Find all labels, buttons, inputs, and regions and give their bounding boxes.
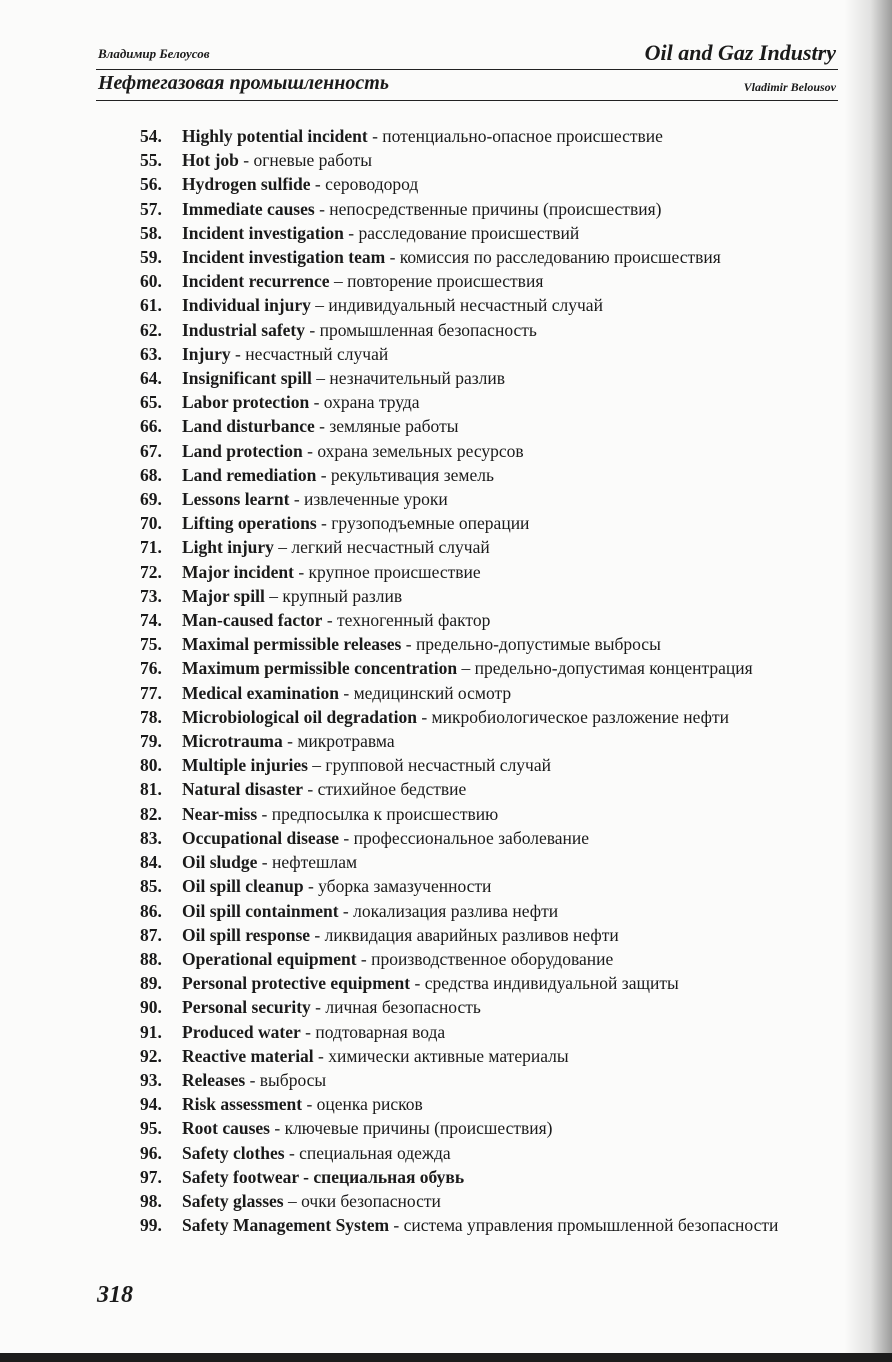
entry-number: 73. [140,585,162,606]
entry-number: 97. [140,1166,162,1187]
header-book-title-ru: Нефтегазовая промышленность [98,72,389,94]
entry-number: 64. [140,368,162,389]
entry-body [182,197,832,221]
glossary-entry [140,584,832,608]
glossary-entry [140,414,832,438]
entry-number: 96. [140,1142,162,1163]
glossary-entry [140,753,832,777]
entry-number: 86. [140,900,162,921]
glossary-entry [140,439,832,463]
entry-term: Operational equipment [182,948,357,969]
entry-definition: охрана земельных ресурсов [317,440,524,461]
entry-term: Oil spill response [182,924,311,945]
entry-separator: - [310,924,325,945]
entry-definition: нефтешлам [271,852,358,873]
entry-separator: - [401,634,416,655]
entry-number: 89. [140,973,162,994]
entry-definition: расследование происшествий [358,222,580,243]
entry-definition: личная безопасность [325,997,481,1018]
entry-term: Safety glasses [182,1190,284,1211]
entry-definition: предельно-допустимая концентрация [474,658,753,679]
entry-number: 74. [140,610,162,631]
entry-body [182,366,832,390]
glossary-entry [140,560,832,584]
entry-number: 66. [140,416,162,437]
entry-body [182,971,832,995]
entry-body [182,899,832,923]
entry-term: Multiple injuries [182,755,308,776]
entry-definition: техногенный фактор [337,610,491,631]
entry-separator: - [298,1166,314,1187]
entry-separator: - [310,174,326,195]
entry-separator: - [245,1069,260,1090]
entry-separator: - [316,513,332,534]
entry-term: Land protection [182,440,303,461]
entry-body [182,1213,832,1237]
entry-separator: - [282,731,298,752]
glossary-entry [140,221,832,245]
entry-definition: химически активные материалы [328,1045,569,1066]
entry-number: 79. [140,731,162,752]
entry-term: Lifting operations [182,513,317,534]
glossary-entry [140,971,832,995]
entry-definition: комиссия по расследованию происшествия [399,247,721,268]
entry-separator: – [311,368,330,389]
entry-separator: - [314,198,330,219]
entry-term: Medical examination [182,682,339,703]
entry-body [182,1020,832,1044]
entry-body [182,850,832,874]
entry-number: 57. [140,198,162,219]
entry-separator: - [284,1142,300,1163]
entry-number: 95. [140,1118,162,1139]
entry-number: 70. [140,513,162,534]
entry-number: 67. [140,440,162,461]
entry-term: Incident investigation team [182,247,386,268]
entry-definition: промышленная безопасность [319,319,537,340]
entry-body [182,753,832,777]
entry-term: Hydrogen sulfide [182,174,311,195]
entry-separator: - [302,1094,317,1115]
entry-definition: предельно-допустимые выбросы [415,634,661,655]
glossary-entry [140,1141,832,1165]
entry-term: Injury [182,343,231,364]
header-book-title-en: Oil and Gaz Industry [644,40,836,65]
entry-number: 78. [140,706,162,727]
entry-definition: медицинский осмотр [353,682,512,703]
entry-term: Highly potential incident [182,126,368,146]
entry-definition: земляные работы [329,416,459,437]
entry-term: Personal security [182,997,311,1018]
page-edge-shadow [844,0,892,1362]
entry-body [182,777,832,801]
entry-term: Safety Management System [182,1215,390,1236]
entry-separator: – [283,1190,302,1211]
glossary-entry [140,632,832,656]
entry-term: Major spill [182,585,265,606]
entry-term: Man-caused factor [182,610,323,631]
glossary-entry [140,1092,832,1116]
entry-separator: – [310,295,329,316]
glossary-entry [140,1116,832,1140]
entry-number: 87. [140,924,162,945]
entry-separator: - [313,1045,329,1066]
entry-body [182,148,832,172]
entry-body [182,414,832,438]
entry-definition: повторение происшествия [347,271,544,292]
entry-definition: система управления промышленной безопасности [403,1215,779,1236]
entry-body [182,681,832,705]
entry-definition: потенциально-опасное происшествие [382,126,663,146]
entry-definition: грузоподъемные операции [331,513,530,534]
glossary-entry [140,705,832,729]
entry-definition: подтоварная вода [315,1021,446,1042]
entry-number: 90. [140,997,162,1018]
entry-definition: ключевые причины (происшествия) [284,1118,553,1139]
entry-term: Light injury [182,537,274,558]
entry-separator: - [343,222,359,243]
entry-body [182,729,832,753]
entry-definition: крупный разлив [282,585,403,606]
header-rule [96,69,838,70]
entry-body [182,1141,832,1165]
entry-term: Microbiological oil degradation [182,706,417,727]
entry-body [182,463,832,487]
entry-definition: извлеченные уроки [304,489,448,510]
entry-number: 83. [140,827,162,848]
entry-number: 84. [140,852,162,873]
glossary-entry [140,197,832,221]
entry-term: Personal protective equipment [182,973,411,994]
entry-body [182,172,832,196]
entry-definition: профессиональное заболевание [353,827,590,848]
entry-definition: локализация разлива нефти [353,900,559,921]
entry-number: 92. [140,1045,162,1066]
entry-definition: сероводород [325,174,419,195]
entry-separator: – [273,537,292,558]
glossary-entry [140,390,832,414]
glossary-entry [140,1213,832,1237]
entry-definition: крупное происшествие [308,561,481,582]
entry-definition: выбросы [259,1069,327,1090]
entry-definition: специальная одежда [299,1142,451,1163]
entry-separator: - [293,561,309,582]
entry-number: 98. [140,1190,162,1211]
entry-number: 82. [140,803,162,824]
entry-term: Root causes [182,1118,270,1139]
entry-definition: уборка замазученности [318,876,492,897]
entry-separator: - [314,416,330,437]
entry-definition: стихийное бедствие [317,779,467,800]
entry-body [182,1189,832,1213]
entry-definition: рекультивация земель [330,464,494,485]
entry-number: 93. [140,1069,162,1090]
glossary-entry [140,995,832,1019]
entry-number: 91. [140,1021,162,1042]
glossary-entry [140,656,832,680]
glossary-entry [140,729,832,753]
entry-term: Individual injury [182,295,311,316]
entry-definition: микротравма [297,731,395,752]
entry-separator: - [416,706,432,727]
entry-body [182,439,832,463]
entry-number: 88. [140,948,162,969]
entry-term: Maximal permissible releases [182,634,402,655]
glossary-entry [140,1165,832,1189]
glossary-entry [140,899,832,923]
entry-body [182,511,832,535]
entry-term: Releases [182,1069,246,1090]
entry-definition: легкий несчастный случай [291,537,490,558]
entry-number: 59. [140,247,162,268]
entry-body [182,705,832,729]
entry-term: Oil spill cleanup [182,876,304,897]
glossary-entry [140,777,832,801]
entry-body [182,390,832,414]
entry-term: Oil sludge [182,852,258,873]
entry-definition: ликвидация аварийных разливов нефти [324,924,619,945]
entry-number: 58. [140,222,162,243]
glossary-entry [140,850,832,874]
entry-number: 56. [140,174,162,195]
entry-body [182,269,832,293]
entry-body [182,245,832,269]
glossary-entry [140,1020,832,1044]
header-author-ru: Владимир Белоусов [98,46,210,61]
entry-separator: - [302,440,318,461]
entry-separator: - [269,1118,285,1139]
glossary-entry [140,874,832,898]
entry-separator: - [322,610,338,631]
entry-body [182,1116,832,1140]
glossary-entry [140,535,832,559]
entry-separator: – [329,271,348,292]
entry-body [182,318,832,342]
entry-number: 94. [140,1094,162,1115]
glossary-entry [140,1189,832,1213]
entry-body [182,487,832,511]
glossary-entry [140,245,832,269]
entry-term: Occupational disease [182,827,340,848]
entry-definition: очки безопасности [301,1190,441,1211]
entry-separator: - [389,1215,404,1236]
entry-separator: – [307,755,326,776]
entry-separator: - [367,126,383,146]
entry-number: 63. [140,343,162,364]
entry-body [182,923,832,947]
entry-separator: - [356,948,372,969]
entry-separator: - [410,973,425,994]
entry-definition: микробиологическое разложение нефти [431,706,729,727]
entry-body [182,342,832,366]
entry-body [182,124,832,148]
entry-term: Industrial safety [182,319,305,340]
entry-separator: - [303,876,319,897]
entry-definition: незначительный разлив [329,368,505,389]
entry-term: Hot job [182,150,239,171]
entry-body [182,221,832,245]
entry-number: 72. [140,561,162,582]
glossary-entry [140,172,832,196]
entry-definition: охрана труда [323,392,420,413]
entry-number: 71. [140,537,162,558]
entry-separator: - [338,900,354,921]
glossary-entry [140,148,832,172]
entry-body [182,656,832,680]
entry-term: Microtrauma [182,731,283,752]
entry-number: 85. [140,876,162,897]
entry-term: Safety clothes [182,1142,285,1163]
entry-number: 65. [140,392,162,413]
entry-body [182,874,832,898]
glossary-entry [140,947,832,971]
entry-separator: - [310,997,326,1018]
entry-separator: - [289,489,305,510]
entry-number: 68. [140,464,162,485]
entry-term: Land remediation [182,464,317,485]
entry-number: 75. [140,634,162,655]
glossary-list [140,124,832,1237]
entry-number: 69. [140,489,162,510]
entry-number: 81. [140,779,162,800]
entry-body [182,1044,832,1068]
glossary-entry [140,487,832,511]
entry-term: Labor protection [182,392,310,413]
entry-term: Major incident [182,561,294,582]
header-rule-bottom [96,100,838,101]
glossary-entry [140,293,832,317]
entry-separator: - [339,682,354,703]
entry-definition: производственное оборудование [371,948,614,969]
entry-definition: групповой несчастный случай [325,755,551,776]
glossary-entry [140,802,832,826]
glossary-entry [140,124,832,148]
entry-term: Risk assessment [182,1094,303,1115]
entry-body [182,608,832,632]
entry-term: Incident recurrence [182,271,330,292]
entry-body [182,535,832,559]
entry-separator: - [230,343,246,364]
entry-separator: - [300,1021,316,1042]
entry-definition: оценка рисков [316,1094,423,1115]
entry-body [182,947,832,971]
entry-term: Near-miss [182,803,258,824]
glossary-entry [140,923,832,947]
entry-number: 77. [140,682,162,703]
glossary-entry [140,826,832,850]
entry-definition: огневые работы [253,150,373,171]
entry-definition: непосредственные причины (происшествия) [329,198,662,219]
entry-term: Reactive material [182,1045,314,1066]
entry-term: Lessons learnt [182,489,290,510]
entry-separator: - [238,150,254,171]
scan-bottom-edge [0,1353,892,1362]
entry-separator: – [457,658,475,679]
entry-separator: - [303,779,318,800]
entry-definition: индивидуальный несчастный случай [328,295,603,316]
entry-separator: – [264,585,283,606]
entry-separator: - [316,464,331,485]
entry-body [182,995,832,1019]
entry-separator: - [309,392,324,413]
entry-body [182,1068,832,1092]
entry-body [182,1165,832,1189]
entry-number: 99. [140,1215,162,1236]
header-author-en: Vladimir Belousov [743,80,836,94]
entry-term: Insignificant spill [182,368,312,389]
entry-number: 54. [140,126,162,146]
entry-number: 76. [140,658,162,679]
entry-number: 55. [140,150,162,171]
entry-separator: - [305,319,320,340]
entry-separator: - [385,247,400,268]
entry-body [182,826,832,850]
glossary-entry [140,463,832,487]
entry-definition: предпосылка к происшествию [271,803,499,824]
entry-body [182,560,832,584]
glossary-entry [140,1068,832,1092]
entry-definition: несчастный случай [245,343,389,364]
entry-term: Produced water [182,1021,301,1042]
entry-separator: - [257,852,272,873]
entry-term: Immediate causes [182,198,315,219]
page-number: 318 [97,1282,133,1308]
entry-definition: средства индивидуальной защиты [424,973,679,994]
entry-number: 61. [140,295,162,316]
entry-term: Incident investigation [182,222,344,243]
entry-body [182,802,832,826]
glossary-entry [140,342,832,366]
glossary-entry [140,269,832,293]
entry-body [182,1092,832,1116]
entry-body [182,632,832,656]
entry-term: Oil spill containment [182,900,339,921]
entry-separator: - [257,803,272,824]
glossary-entry [140,1044,832,1068]
entry-number: 60. [140,271,162,292]
glossary-entry [140,511,832,535]
glossary-entry [140,318,832,342]
entry-term: Safety footwear [182,1166,299,1187]
entry-body [182,293,832,317]
entry-separator: - [339,827,354,848]
glossary-entry [140,681,832,705]
glossary-entry [140,608,832,632]
entry-term: Land disturbance [182,416,315,437]
entry-body [182,584,832,608]
entry-number: 80. [140,755,162,776]
entry-definition: специальная обувь [313,1166,465,1187]
entry-term: Maximum permissible concentration [182,658,458,679]
entry-term: Natural disaster [182,779,304,800]
glossary-entry [140,366,832,390]
entry-number: 62. [140,319,162,340]
